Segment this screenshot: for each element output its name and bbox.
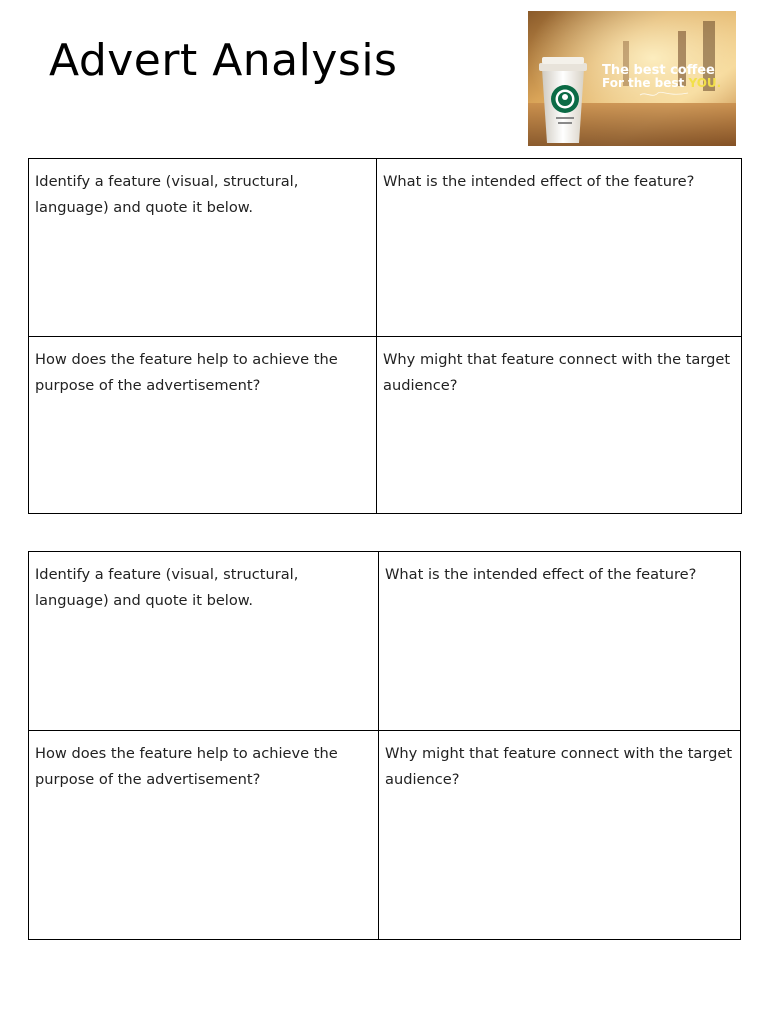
page-title: Advert Analysis <box>49 35 398 86</box>
analysis-table-2 <box>28 551 741 940</box>
prompt-identify-feature: Identify a feature (visual, structural, language) and quote it below. <box>35 173 299 216</box>
prompt-target-audience: Why might that feature connect with the target audience? <box>378 730 740 939</box>
advert-headline-line1: The best coffee <box>602 63 715 78</box>
prompt-achieve-purpose: How does the feature help to achieve the purpose of the advertisement? <box>29 336 376 513</box>
advert-image <box>528 11 736 146</box>
advert-headline-line2: For the best YOU. <box>602 76 722 90</box>
prompt-achieve-purpose: How does the feature help to achieve the purpose of the advertisement? <box>29 730 378 939</box>
prompt-intended-effect: What is the intended effect of the feature? <box>376 159 741 336</box>
prompt-identify-feature: Identify a feature (visual, structural, language) and quote it below. <box>35 566 299 609</box>
analysis-table-1 <box>28 158 742 514</box>
prompt-intended-effect: What is the intended effect of the feature? <box>378 552 740 730</box>
coffee-advert-illustration <box>528 11 736 146</box>
prompt-target-audience: Why might that feature connect with the target audience? <box>376 336 741 513</box>
